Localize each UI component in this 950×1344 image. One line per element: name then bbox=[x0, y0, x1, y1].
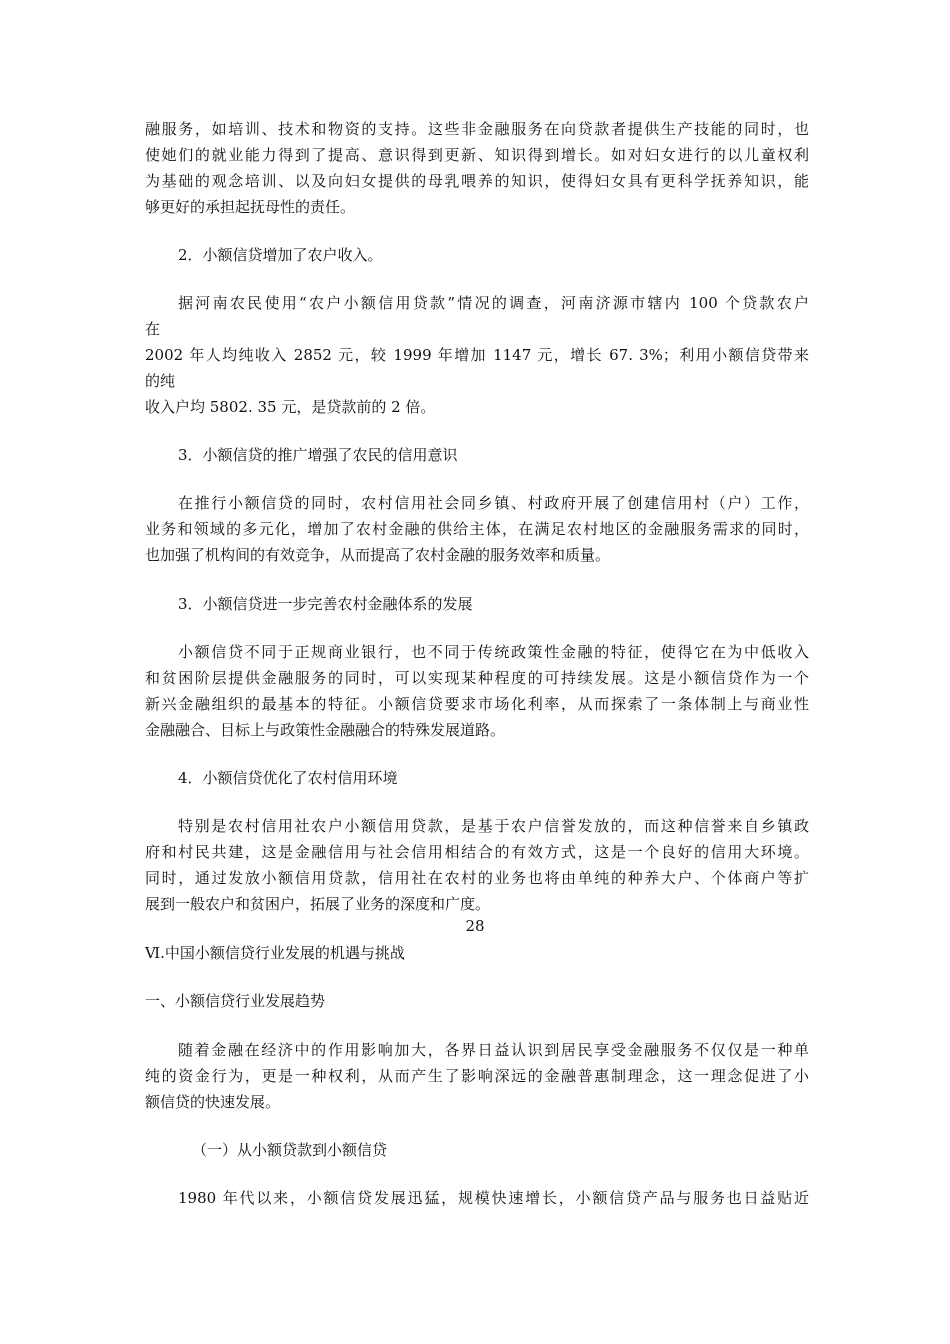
text-line: 为基础的观念培训、以及向妇女提供的母乳喂养的知识，使得妇女具有更科学抚养知识，能 bbox=[145, 172, 809, 190]
text-line: 特别是农村信用社农户小额信用贷款，是基于农户信誉发放的，而这种信誉来自乡镇政 bbox=[178, 817, 809, 835]
text-line: 额信贷的快速发展。 bbox=[145, 1093, 281, 1111]
text-line: 融服务，如培训、技术和物资的支持。这些非金融服务在向贷款者提供生产技能的同时，也 bbox=[145, 120, 809, 138]
text-line: 也加强了机构间的有效竞争，从而提高了农村金融的服务效率和质量。 bbox=[145, 546, 611, 564]
section-heading: 2．小额信贷增加了农户收入。 bbox=[178, 246, 383, 264]
text-line: 2002 年人均纯收入 2852 元，较 1999 年增加 1147 元，增长 67. 3%；利用小额信贷带来 bbox=[145, 346, 809, 364]
section-heading: 4．小额信贷优化了农村信用环境 bbox=[178, 769, 398, 787]
text-line: 和贫困阶层提供金融服务的同时，可以实现某种程度的可持续发展。这是小额信贷作为一个 bbox=[145, 669, 809, 687]
page-number: 28 bbox=[465, 917, 485, 935]
text-line: 1980 年代以来，小额信贷发展迅猛，规模快速增长，小额信贷产品与服务也日益贴近 bbox=[178, 1189, 809, 1207]
text-line: 展到一般农户和贫困户，拓展了业务的深度和广度。 bbox=[145, 895, 491, 913]
text-line: 收入户均 5802. 35 元，是贷款前的 2 倍。 bbox=[145, 398, 436, 416]
text-line: 府和村民共建，这是金融信用与社会信用相结合的有效方式，这是一个良好的信用大环境。 bbox=[145, 843, 809, 861]
text-line: 金融融合、目标上与政策性金融融合的特殊发展道路。 bbox=[145, 721, 506, 739]
text-line: 在推行小额信贷的同时，农村信用社会同乡镇、村政府开展了创建信用村（户）工作， bbox=[178, 494, 809, 512]
text-line: 在 bbox=[145, 320, 161, 338]
text-line: 同时，通过发放小额信用贷款，信用社在农村的业务也将由单纯的种养大户、个体商户等扩 bbox=[145, 869, 809, 887]
text-line: 纯的资金行为，更是一种权利，从而产生了影响深远的金融普惠制理念，这一理念促进了小 bbox=[145, 1067, 809, 1085]
subsection-title: （一）从小额贷款到小额信贷 bbox=[192, 1141, 388, 1159]
text-line: 新兴金融组织的最基本的特征。小额信贷要求市场化利率，从而探索了一条体制上与商业性 bbox=[145, 695, 809, 713]
section-title: 一、小额信贷行业发展趋势 bbox=[145, 992, 326, 1010]
text-line: 小额信贷不同于正规商业银行，也不同于传统政策性金融的特征，使得它在为中低收入 bbox=[178, 643, 809, 661]
text-line: 据河南农民使用“农户小额信用贷款”情况的调查，河南济源市辖内 100 个贷款农户 bbox=[178, 294, 809, 312]
chapter-title: Ⅵ.中国小额信贷行业发展的机遇与挑战 bbox=[145, 944, 405, 962]
section-heading: 3．小额信贷进一步完善农村金融体系的发展 bbox=[178, 595, 473, 613]
text-line: 业务和领域的多元化，增加了农村金融的供给主体，在满足农村地区的金融服务需求的同时， bbox=[145, 520, 809, 538]
text-line: 的纯 bbox=[145, 372, 176, 390]
section-heading: 3．小额信贷的推广增强了农民的信用意识 bbox=[178, 446, 458, 464]
text-line: 随着金融在经济中的作用影响加大，各界日益认识到居民享受金融服务不仅仅是一种单 bbox=[178, 1041, 809, 1059]
text-line: 够更好的承担起抚母性的责任。 bbox=[145, 198, 356, 216]
text-line: 使她们的就业能力得到了提高、意识得到更新、知识得到增长。如对妇女进行的以儿童权利 bbox=[145, 146, 809, 164]
